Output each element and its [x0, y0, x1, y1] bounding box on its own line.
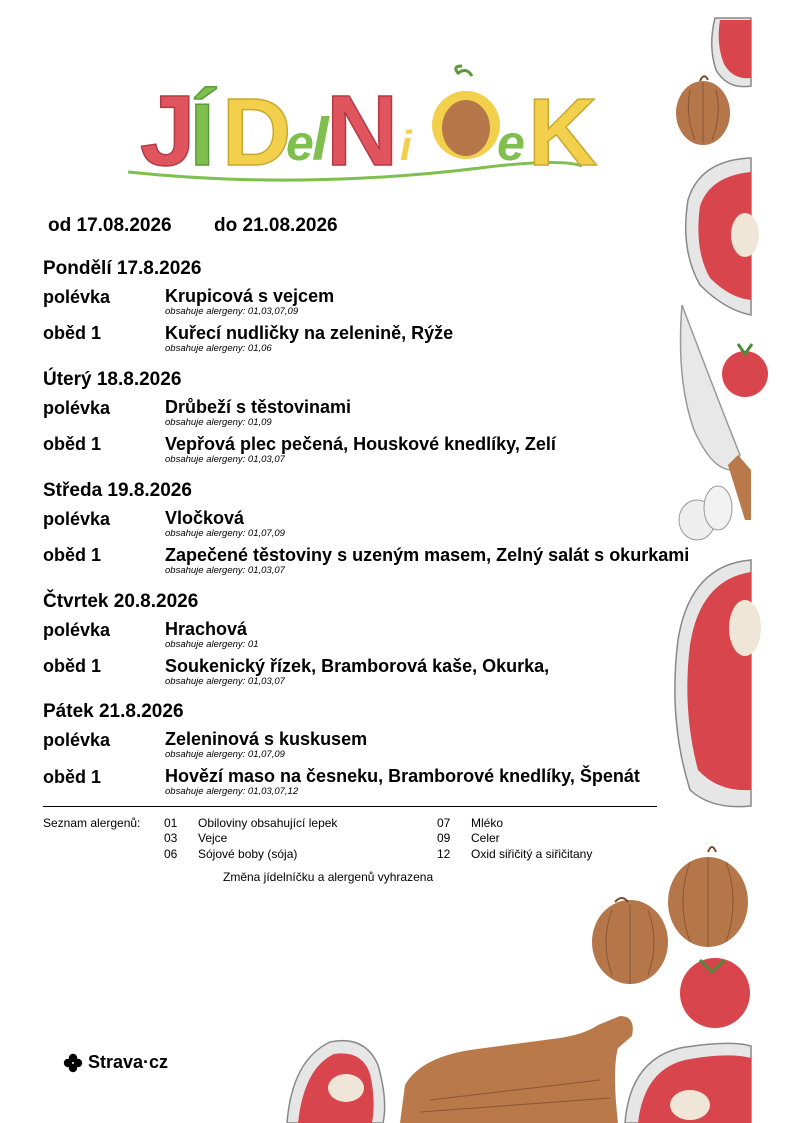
onion-illustration-right: [668, 847, 748, 947]
clover-icon: [63, 1053, 83, 1073]
svg-text:e: e: [286, 115, 314, 171]
date-to: 21.08.2026: [242, 215, 338, 236]
dish-name: Vepřová plec pečená, Houskové knedlíky, Zelí: [165, 434, 556, 454]
legend-code: 03: [164, 831, 178, 845]
divider: [43, 806, 657, 807]
svg-text:N: N: [326, 75, 399, 187]
date-from-label: od: [48, 215, 72, 236]
legend-title: Seznam alergenů:: [43, 816, 141, 830]
tomato-illustration-right: [722, 344, 768, 397]
legend-name: Vejce: [198, 831, 228, 845]
date-to-label: do: [214, 215, 238, 236]
dish-allergens: obsahuje alergeny: 01,07,09: [165, 749, 285, 760]
svg-text:l: l: [312, 106, 329, 173]
change-note: Změna jídelníčku a alergenů vyhrazena: [223, 870, 434, 884]
svg-text:D: D: [222, 79, 292, 186]
legend-code: 07: [437, 816, 451, 830]
legend-code: 12: [437, 847, 451, 861]
day-heading: Pondělí 17.8.2026: [43, 258, 202, 279]
svg-text:Í: Í: [190, 85, 215, 184]
dish-name: Drůbeží s těstovinami: [165, 397, 352, 417]
dish-name: Kuřecí nudličky na zelenině, Rýže: [165, 323, 454, 343]
onion-illustration-bottom: [592, 898, 668, 984]
dish-name: Hrachová: [165, 619, 248, 639]
brand-name: Strava·cz: [88, 1052, 169, 1072]
date-range-to: [214, 215, 338, 237]
dish-name: Krupicová s vejcem: [165, 286, 335, 306]
dish-name: Soukenický řízek, Bramborová kaše, Okurka,: [165, 656, 550, 676]
dish-allergens: obsahuje alergeny: 01,03,07,09: [165, 306, 299, 317]
dish-allergens: obsahuje alergeny: 01: [165, 639, 259, 650]
legend-name: Mléko: [471, 816, 504, 830]
meal-category: oběd 1: [43, 323, 102, 343]
brand-logo: [63, 1052, 168, 1073]
dish-name: Vločková: [165, 508, 245, 528]
legend-name: Oxid siřičitý a siřičitany: [471, 847, 593, 861]
meal-category: polévka: [43, 287, 111, 307]
dish-name: Zeleninová s kuskusem: [165, 729, 368, 749]
meal-category: polévka: [43, 398, 111, 418]
legend-code: 06: [164, 847, 178, 861]
date-range: [48, 215, 172, 237]
legend-code: 01: [164, 816, 178, 830]
legend-name: Celer: [471, 831, 500, 845]
svg-text:J: J: [140, 75, 196, 187]
steak-illustration-middle: [675, 560, 761, 807]
date-from: 17.08.2026: [76, 215, 172, 236]
meal-category: polévka: [43, 730, 111, 750]
dish-name: Zapečené těstoviny s uzeným masem, Zelný salát s okurkami: [165, 545, 690, 565]
day-heading: Pátek 21.8.2026: [43, 701, 184, 722]
meal-category: oběd 1: [43, 545, 102, 565]
meal-category: polévka: [43, 620, 111, 640]
dish-allergens: obsahuje alergeny: 01,03,07: [165, 676, 285, 687]
dish-allergens: obsahuje alergeny: 01,09: [165, 417, 272, 428]
steak-illustration-bottom-right: [625, 1043, 751, 1123]
svg-text:e: e: [497, 115, 525, 171]
steak-illustration-bottom-left: [287, 1041, 385, 1123]
legend-name: Obiloviny obsahující lepek: [198, 816, 338, 830]
title-logo: [0, 0, 794, 200]
day-heading: Čtvrtek 20.8.2026: [43, 591, 199, 612]
svg-text:i: i: [400, 122, 412, 169]
meal-category: oběd 1: [43, 767, 102, 787]
dish-name: Hovězí maso na česneku, Bramborové knedlíky, Špenát: [165, 766, 640, 786]
tomato-illustration-bottom: [680, 958, 750, 1028]
dish-allergens: obsahuje alergeny: 01,06: [165, 343, 272, 354]
svg-text:K: K: [528, 79, 598, 186]
day-heading: Úterý 18.8.2026: [43, 369, 182, 390]
garlic-illustration: [679, 486, 732, 540]
legend-code: 09: [437, 831, 451, 845]
day-heading: Středa 19.8.2026: [43, 480, 192, 501]
cutting-board-illustration: [400, 1016, 633, 1123]
dish-allergens: obsahuje alergeny: 01,03,07: [165, 565, 285, 576]
legend-name: Sójové boby (sója): [198, 847, 298, 861]
dish-allergens: obsahuje alergeny: 01,03,07: [165, 454, 285, 465]
meal-category: oběd 1: [43, 434, 102, 454]
meal-category: oběd 1: [43, 656, 102, 676]
dish-allergens: obsahuje alergeny: 01,03,07,12: [165, 786, 299, 797]
meal-category: polévka: [43, 509, 111, 529]
dish-allergens: obsahuje alergeny: 01,07,09: [165, 528, 285, 539]
